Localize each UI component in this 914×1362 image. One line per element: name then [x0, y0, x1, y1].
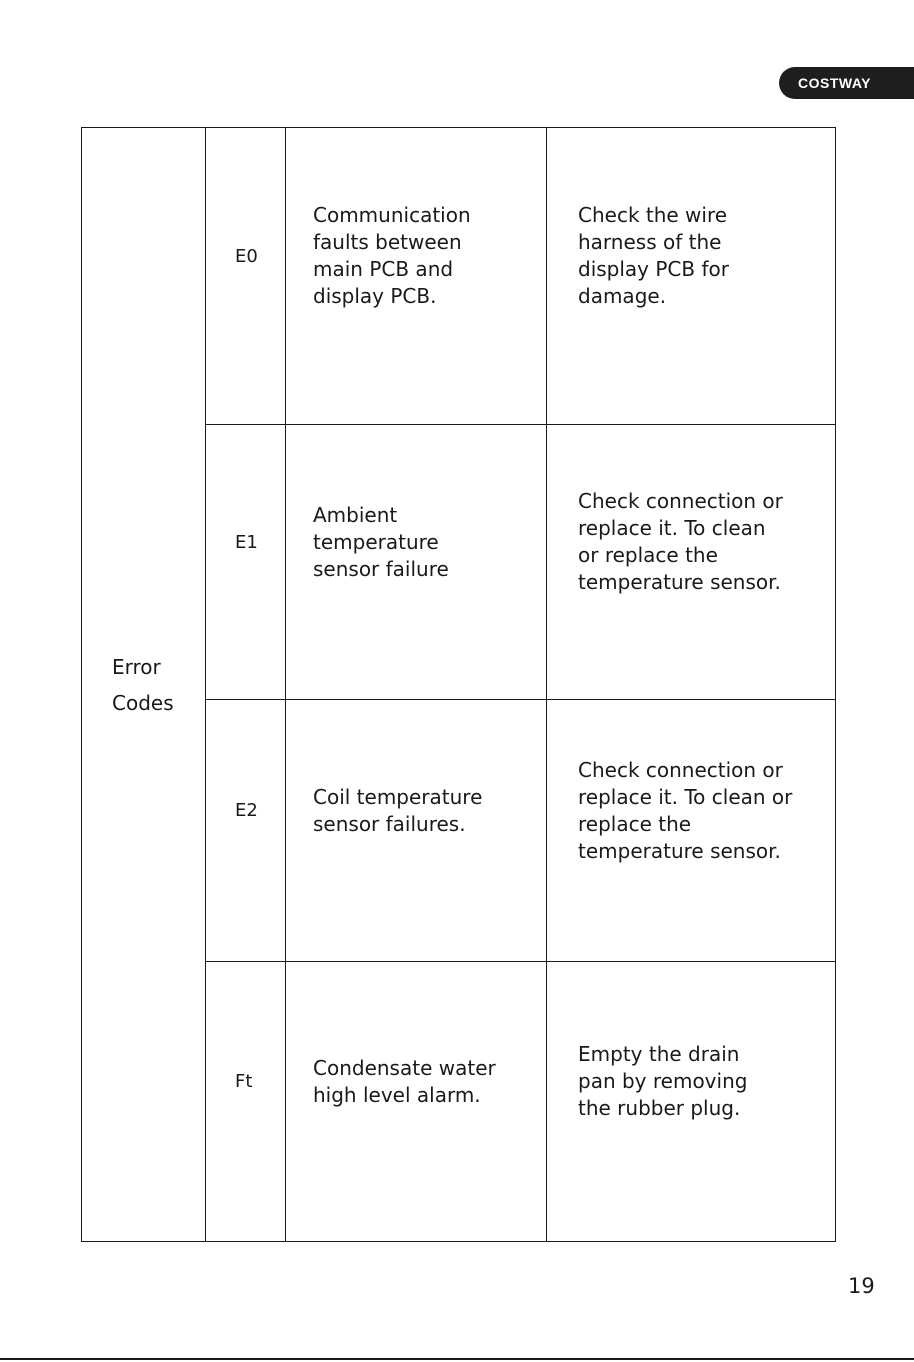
- problem-line: faults between: [313, 230, 462, 254]
- solution-line: replace it. To clean or: [578, 784, 793, 809]
- problem-line: high level alarm.: [313, 1082, 481, 1107]
- error-code: Ft: [235, 1071, 253, 1092]
- problem-line: main PCB and: [313, 257, 454, 281]
- solution-line: replace the: [578, 811, 692, 836]
- solution-line: Check connection or: [578, 489, 783, 513]
- page-number: 19: [848, 1274, 875, 1298]
- solution-cell: [547, 700, 836, 962]
- problem-line: sensor failures.: [313, 811, 466, 836]
- group-label-line: Error: [112, 654, 161, 679]
- problem-cell: [286, 128, 547, 425]
- problem-line: display PCB.: [313, 284, 437, 308]
- problem-line: Ambient: [313, 502, 398, 527]
- error-code-cell: [206, 962, 286, 1242]
- problem-line: sensor failure: [313, 556, 449, 581]
- solution-line: temperature sensor.: [578, 838, 781, 863]
- solution-line: temperature sensor.: [578, 570, 781, 594]
- error-codes-group-cell: [82, 128, 206, 1242]
- problem-line: temperature: [313, 529, 439, 554]
- error-code-cell: [206, 128, 286, 425]
- solution-line: the rubber plug.: [578, 1096, 741, 1120]
- brand-logo-badge: [779, 67, 914, 99]
- solution-line: damage.: [578, 284, 667, 308]
- solution-cell: [547, 128, 836, 425]
- problem-line: Condensate water: [313, 1055, 496, 1080]
- problem-cell: [286, 962, 547, 1242]
- group-label-line: Codes: [112, 690, 174, 715]
- problem-cell: [286, 700, 547, 962]
- solution-line: display PCB for: [578, 257, 729, 281]
- error-code-cell: [206, 700, 286, 962]
- table-row: [82, 128, 836, 425]
- problem-line: Coil temperature: [313, 784, 483, 809]
- solution-line: Empty the drain: [578, 1042, 740, 1066]
- solution-line: or replace the: [578, 543, 718, 567]
- bottom-divider: [0, 1358, 914, 1360]
- error-code-cell: [206, 425, 286, 700]
- solution-cell: [547, 962, 836, 1242]
- error-code: E1: [235, 531, 258, 553]
- solution-line: Check the wire: [578, 203, 728, 227]
- problem-line: Communication: [313, 203, 471, 227]
- solution-line: harness of the: [578, 230, 722, 254]
- brand-name: COSTWAY: [798, 75, 871, 91]
- error-code: E0: [235, 245, 258, 267]
- problem-cell: [286, 425, 547, 700]
- solution-line: Check connection or: [578, 757, 783, 782]
- error-code: E2: [235, 800, 258, 821]
- solution-line: replace it. To clean: [578, 516, 766, 540]
- error-codes-table: [81, 127, 836, 1242]
- solution-cell: [547, 425, 836, 700]
- solution-line: pan by removing: [578, 1069, 748, 1093]
